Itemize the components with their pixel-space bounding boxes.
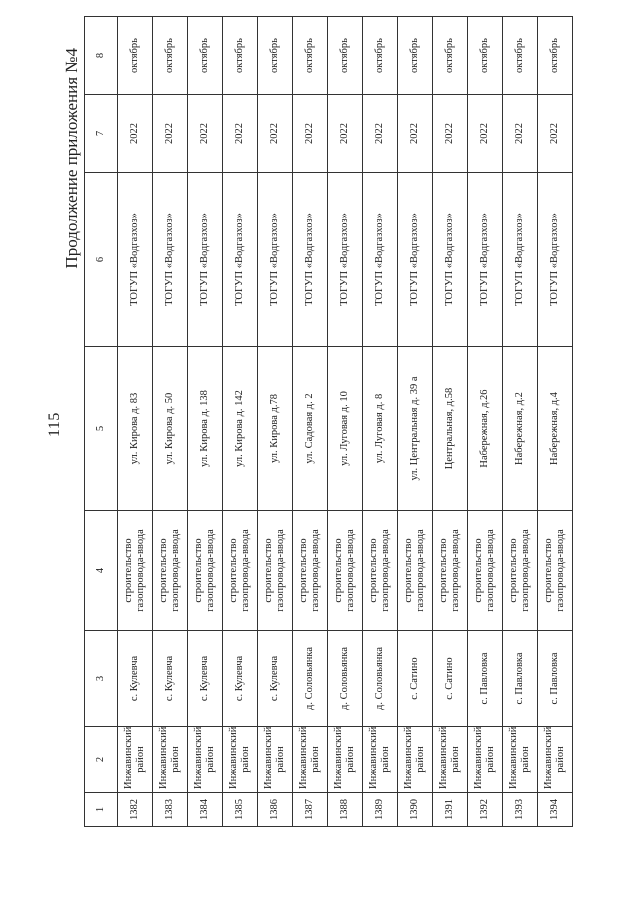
address-cell: Набережная, д.2	[503, 347, 538, 511]
table-row	[153, 17, 188, 827]
organization-cell: ТОГУП «Водгазхоз»	[153, 173, 188, 347]
address-cell: ул. Садовая д. 2	[293, 347, 328, 511]
month-cell: октябрь	[153, 17, 188, 95]
organization-cell: ТОГУП «Водгазхоз»	[188, 173, 223, 347]
column-header: 2	[85, 727, 118, 793]
settlement-cell: д. Соловьянка	[293, 631, 328, 727]
column-header: 3	[85, 631, 118, 727]
month-cell: октябрь	[328, 17, 363, 95]
settlement-cell: с. Кулевча	[118, 631, 153, 727]
schedule-table-wrap	[84, 37, 573, 827]
row-number-cell: 1382	[118, 793, 153, 827]
address-cell: Набережная, д.26	[468, 347, 503, 511]
row-number-cell: 1391	[433, 793, 468, 827]
month-cell: октябрь	[538, 17, 573, 95]
district-cell: Инжавинский район	[293, 727, 328, 793]
address-cell: Набережная, д.4	[538, 347, 573, 511]
address-cell: ул. Центральная д. 39 а	[398, 347, 433, 511]
year-cell: 2022	[293, 95, 328, 173]
row-number-cell: 1393	[503, 793, 538, 827]
row-number-cell: 1389	[363, 793, 398, 827]
work-type-cell: строительство газопровода-ввода	[258, 511, 293, 631]
column-header: 1	[85, 793, 118, 827]
address-cell: ул. Кирова д. 142	[223, 347, 258, 511]
table-row	[398, 17, 433, 827]
organization-cell: ТОГУП «Водгазхоз»	[328, 173, 363, 347]
district-cell: Инжавинский район	[258, 727, 293, 793]
address-cell: ул. Луговая д. 8	[363, 347, 398, 511]
column-header: 7	[85, 95, 118, 173]
year-cell: 2022	[538, 95, 573, 173]
address-cell: ул. Кирова д.78	[258, 347, 293, 511]
work-type-cell: строительство газопровода-ввода	[223, 511, 258, 631]
district-cell: Инжавинский район	[503, 727, 538, 793]
work-type-cell: строительство газопровода-ввода	[118, 511, 153, 631]
organization-cell: ТОГУП «Водгазхоз»	[293, 173, 328, 347]
column-header: 8	[85, 17, 118, 95]
year-cell: 2022	[398, 95, 433, 173]
settlement-cell: д. Соловьянка	[363, 631, 398, 727]
row-number-cell: 1387	[293, 793, 328, 827]
table-row	[188, 17, 223, 827]
organization-cell: ТОГУП «Водгазхоз»	[538, 173, 573, 347]
month-cell: октябрь	[223, 17, 258, 95]
district-cell: Инжавинский район	[153, 727, 188, 793]
table-body	[118, 17, 573, 827]
district-cell: Инжавинский район	[328, 727, 363, 793]
work-type-cell: строительство газопровода-ввода	[538, 511, 573, 631]
district-cell: Инжавинский район	[433, 727, 468, 793]
row-number-cell: 1388	[328, 793, 363, 827]
year-cell: 2022	[468, 95, 503, 173]
year-cell: 2022	[503, 95, 538, 173]
work-type-cell: строительство газопровода-ввода	[188, 511, 223, 631]
organization-cell: ТОГУП «Водгазхоз»	[118, 173, 153, 347]
work-type-cell: строительство газопровода-ввода	[433, 511, 468, 631]
table-row	[293, 17, 328, 827]
year-cell: 2022	[188, 95, 223, 173]
district-cell: Инжавинский район	[468, 727, 503, 793]
month-cell: октябрь	[188, 17, 223, 95]
table-row	[223, 17, 258, 827]
year-cell: 2022	[258, 95, 293, 173]
page-number: 115	[46, 412, 63, 437]
address-cell: Центральная, д.58	[433, 347, 468, 511]
month-cell: октябрь	[293, 17, 328, 95]
table-row	[328, 17, 363, 827]
work-type-cell: строительство газопровода-ввода	[503, 511, 538, 631]
year-cell: 2022	[223, 95, 258, 173]
row-number-cell: 1386	[258, 793, 293, 827]
settlement-cell: с. Павловка	[538, 631, 573, 727]
organization-cell: ТОГУП «Водгазхоз»	[223, 173, 258, 347]
month-cell: октябрь	[398, 17, 433, 95]
row-number-cell: 1383	[153, 793, 188, 827]
organization-cell: ТОГУП «Водгазхоз»	[503, 173, 538, 347]
year-cell: 2022	[363, 95, 398, 173]
year-cell: 2022	[433, 95, 468, 173]
work-type-cell: строительство газопровода-ввода	[293, 511, 328, 631]
year-cell: 2022	[328, 95, 363, 173]
table-row	[258, 17, 293, 827]
settlement-cell: с. Сатино	[433, 631, 468, 727]
organization-cell: ТОГУП «Водгазхоз»	[398, 173, 433, 347]
year-cell: 2022	[153, 95, 188, 173]
district-cell: Инжавинский район	[363, 727, 398, 793]
work-type-cell: строительство газопровода-ввода	[398, 511, 433, 631]
header-row	[85, 17, 118, 827]
address-cell: ул. Кирова д. 138	[188, 347, 223, 511]
month-cell: октябрь	[363, 17, 398, 95]
organization-cell: ТОГУП «Водгазхоз»	[433, 173, 468, 347]
row-number-cell: 1392	[468, 793, 503, 827]
district-cell: Инжавинский район	[223, 727, 258, 793]
work-type-cell: строительство газопровода-ввода	[328, 511, 363, 631]
table-row	[363, 17, 398, 827]
table-row	[503, 17, 538, 827]
settlement-cell: с. Павловка	[503, 631, 538, 727]
address-cell: ул. Луговая д. 10	[328, 347, 363, 511]
row-number-cell: 1390	[398, 793, 433, 827]
settlement-cell: с. Кулевча	[188, 631, 223, 727]
settlement-cell: д. Соловьянка	[328, 631, 363, 727]
organization-cell: ТОГУП «Водгазхоз»	[363, 173, 398, 347]
work-type-cell: строительство газопровода-ввода	[363, 511, 398, 631]
column-header: 4	[85, 511, 118, 631]
schedule-table	[84, 16, 573, 827]
table-row	[118, 17, 153, 827]
month-cell: октябрь	[503, 17, 538, 95]
month-cell: октябрь	[433, 17, 468, 95]
table-row	[468, 17, 503, 827]
month-cell: октябрь	[258, 17, 293, 95]
address-cell: ул. Кирова д. 50	[153, 347, 188, 511]
row-number-cell: 1385	[223, 793, 258, 827]
settlement-cell: с. Павловка	[468, 631, 503, 727]
table-row	[433, 17, 468, 827]
organization-cell: ТОГУП «Водгазхоз»	[258, 173, 293, 347]
column-header: 5	[85, 347, 118, 511]
work-type-cell: строительство газопровода-ввода	[468, 511, 503, 631]
column-header: 6	[85, 173, 118, 347]
district-cell: Инжавинский район	[398, 727, 433, 793]
continuation-heading: Продолжение приложения №4	[62, 48, 81, 269]
settlement-cell: с. Кулевча	[223, 631, 258, 727]
table-row	[538, 17, 573, 827]
settlement-cell: с. Сатино	[398, 631, 433, 727]
month-cell: октябрь	[468, 17, 503, 95]
district-cell: Инжавинский район	[538, 727, 573, 793]
address-cell: ул. Кирова д. 83	[118, 347, 153, 511]
district-cell: Инжавинский район	[118, 727, 153, 793]
row-number-cell: 1394	[538, 793, 573, 827]
settlement-cell: с. Кулевча	[153, 631, 188, 727]
month-cell: октябрь	[118, 17, 153, 95]
row-number-cell: 1384	[188, 793, 223, 827]
organization-cell: ТОГУП «Водгазхоз»	[468, 173, 503, 347]
year-cell: 2022	[118, 95, 153, 173]
settlement-cell: с. Кулевча	[258, 631, 293, 727]
district-cell: Инжавинский район	[188, 727, 223, 793]
work-type-cell: строительство газопровода-ввода	[153, 511, 188, 631]
